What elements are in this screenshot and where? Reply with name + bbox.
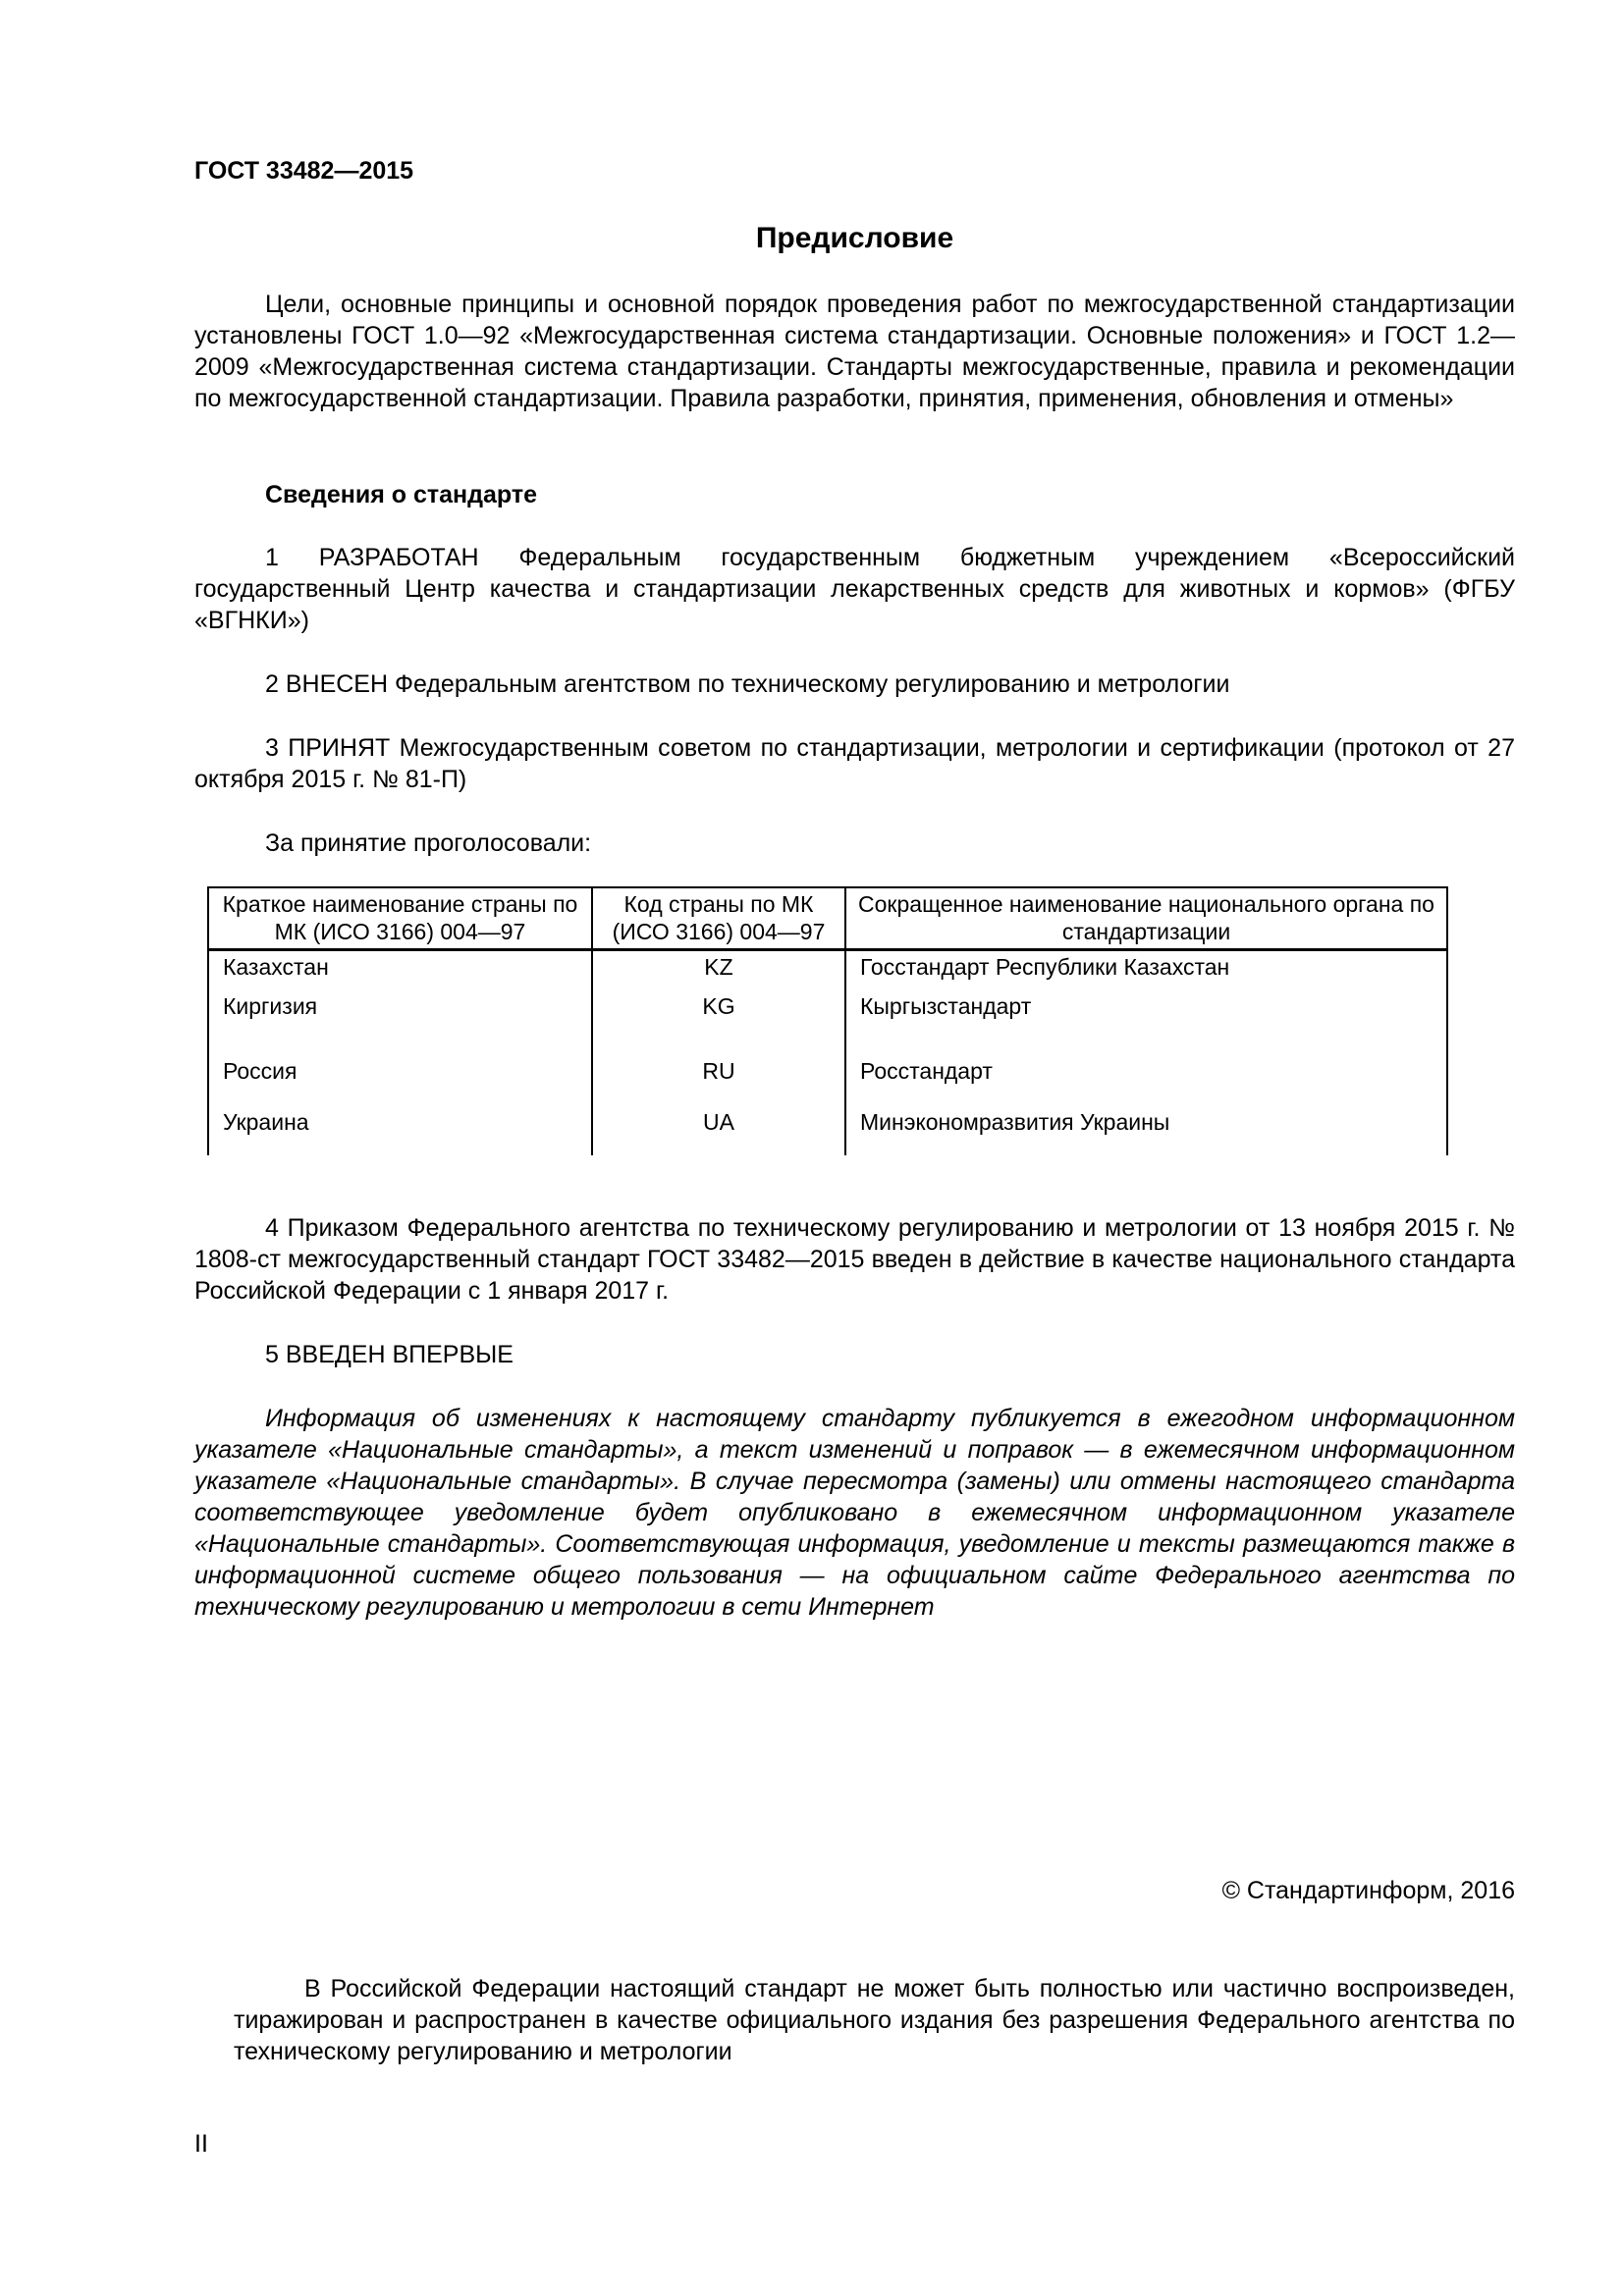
info-item-5: 5 ВВЕДЕН ВПЕРВЫЕ <box>265 1341 514 1368</box>
preface-intro: Цели, основные принципы и основной порядок проведения работ по межгосударственной стандартизации установлены ГОСТ 1.0—92 «Межгосударственная система стандартизации. Основные положения» и ГОСТ 1.2—2009 «Межгосударственная система стандартизации. Стандарты межгосударственные, правила и рекомендации по межгосударственной стандартизации. Правила разработки, принятия, применения, обновления и отмены» <box>194 291 1515 412</box>
voted-label: За принятие проголосовали: <box>265 829 592 857</box>
standard-code: ГОСТ 33482—2015 <box>194 157 414 185</box>
header-country: Краткое наименование страны по МК (ИСО 3166) 004—97 <box>208 887 592 950</box>
cell-country: Казахстан <box>208 950 592 989</box>
copyright: © Стандартинформ, 2016 <box>1221 1877 1515 1904</box>
reproduction-rights: В Российской Федерации настоящий стандарт не может быть полностью или частично воспроизведен, тиражирован и распространен в качестве официального издания без разрешения Федерального агентства по техническому регулированию и метрологии <box>234 1975 1515 2065</box>
info-item-1: 1 РАЗРАБОТАН Федеральным государственным бюджетным учреждением «Всероссийский государственный Центр качества и стандартизации лекарственных средств для животных и кормов» (ФГБУ «ВГНКИ») <box>194 544 1515 634</box>
cell-country: Россия <box>208 1049 592 1108</box>
table-row <box>208 950 1447 989</box>
cell-body: Росстандарт <box>845 1049 1447 1108</box>
cell-body: Кыргызстандарт <box>845 988 1447 1049</box>
table-row <box>208 988 1447 1049</box>
cell-code: KZ <box>592 950 845 989</box>
cell-body: Минэкономразвития Украины <box>845 1108 1447 1155</box>
header-body: Сокращенное наименование национального органа по стандартизации <box>845 887 1447 950</box>
info-item-2: 2 ВНЕСЕН Федеральным агентством по техническому регулированию и метрологии <box>265 670 1230 698</box>
cell-body: Госстандарт Республики Казахстан <box>845 950 1447 989</box>
table-header-row <box>208 887 1447 950</box>
changes-note: Информация об изменениях к настоящему стандарту публикуется в ежегодном информационном указателе «Национальные стандарты», а текст изменений и поправок — в ежемесячном информационном указателе «Национальные стандарты». В случае пересмотра (замены) или отмены настоящего стандарта соответствующее уведомление будет опубликовано в ежемесячном информационном указателе «Национальные стандарты». Соответствующая информация, уведомление и тексты размещаются также в информационной системе общего пользования — на официальном сайте Федерального агентства по техническому регулированию и метрологии в сети Интернет <box>194 1405 1515 1621</box>
cell-code: UA <box>592 1108 845 1155</box>
page-number: II <box>194 2130 208 2158</box>
cell-country: Украина <box>208 1108 592 1155</box>
cell-country: Киргизия <box>208 988 592 1049</box>
header-code: Код страны по МК (ИСО 3166) 004—97 <box>592 887 845 950</box>
preface-title: Предисловие <box>755 222 954 254</box>
cell-code: KG <box>592 988 845 1049</box>
info-heading: Сведения о стандарте <box>265 481 538 508</box>
voting-table <box>207 886 1448 1155</box>
table-row <box>208 1049 1447 1108</box>
info-item-4: 4 Приказом Федерального агентства по техническому регулированию и метрологии от 13 ноября 2015 г. № 1808-ст межгосударственный стандарт ГОСТ 33482—2015 введен в действие в качестве национального стандарта Российской Федерации с 1 января 2017 г. <box>194 1214 1515 1305</box>
table-row <box>208 1108 1447 1155</box>
cell-code: RU <box>592 1049 845 1108</box>
info-item-3: 3 ПРИНЯТ Межгосударственным советом по стандартизации, метрологии и сертификации (протокол от 27 октября 2015 г. № 81-П) <box>194 734 1515 793</box>
